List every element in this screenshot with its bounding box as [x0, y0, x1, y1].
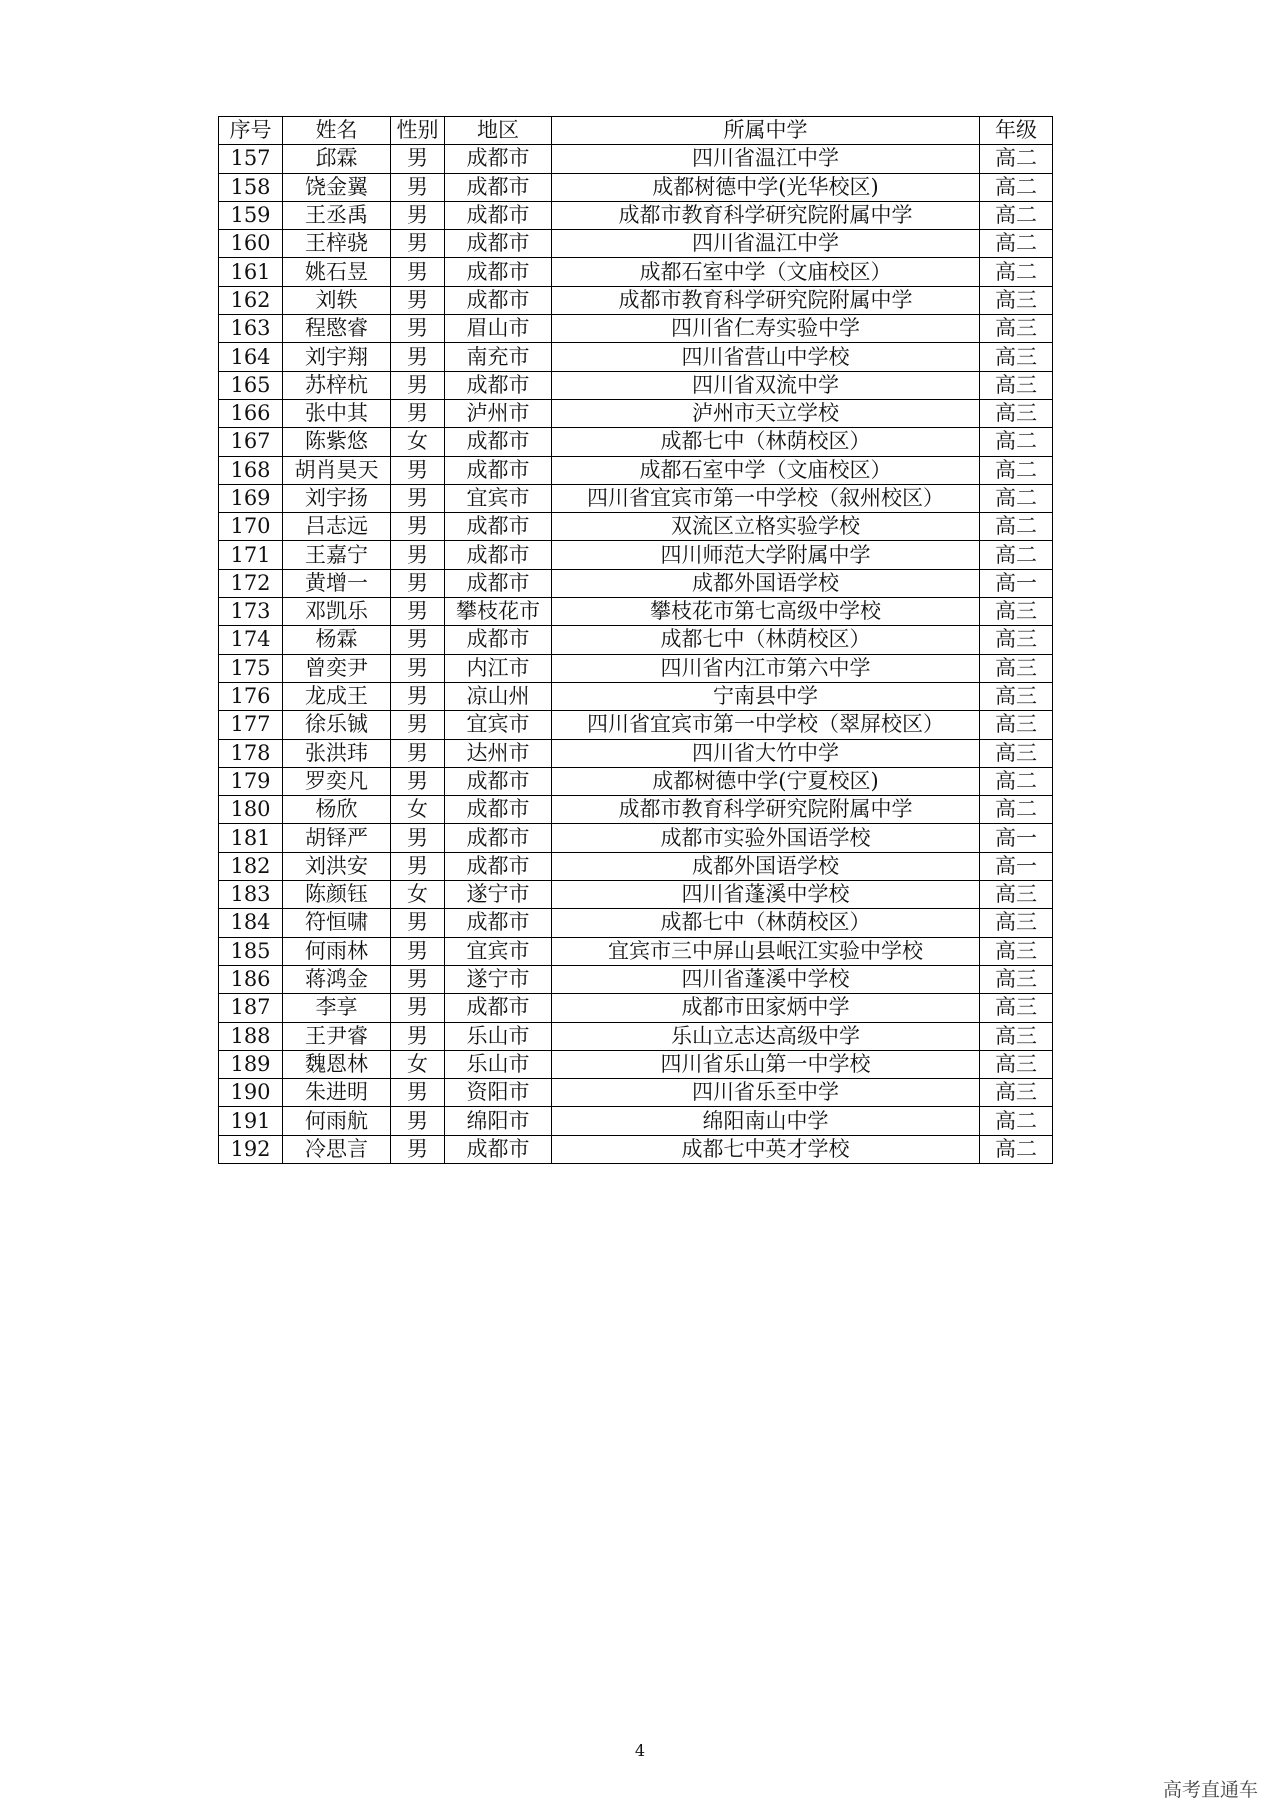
cell-grade: 高三 [980, 654, 1053, 682]
cell-grade: 高三 [980, 1050, 1053, 1078]
table-header [219, 117, 1053, 145]
cell-region: 资阳市 [445, 1079, 552, 1107]
table-row [219, 428, 1053, 456]
cell-gender: 女 [391, 1050, 445, 1078]
cell-grade: 高二 [980, 484, 1053, 512]
cell-name: 胡肖昊天 [283, 456, 391, 484]
cell-name: 王尹睿 [283, 1022, 391, 1050]
cell-school: 四川省温江中学 [552, 145, 980, 173]
cell-grade: 高二 [980, 145, 1053, 173]
cell-region: 成都市 [445, 201, 552, 229]
cell-grade: 高三 [980, 881, 1053, 909]
cell-name: 姚石昱 [283, 258, 391, 286]
cell-grade: 高一 [980, 824, 1053, 852]
cell-index: 185 [219, 937, 283, 965]
cell-school: 四川省双流中学 [552, 371, 980, 399]
cell-gender: 男 [391, 824, 445, 852]
cell-index: 163 [219, 315, 283, 343]
cell-region: 攀枝花市 [445, 598, 552, 626]
cell-name: 吕志远 [283, 513, 391, 541]
cell-region: 凉山州 [445, 682, 552, 710]
cell-grade: 高三 [980, 399, 1053, 427]
cell-grade: 高一 [980, 569, 1053, 597]
table-row [219, 399, 1053, 427]
cell-name: 王丞禹 [283, 201, 391, 229]
cell-school: 四川省宜宾市第一中学校（叙州校区） [552, 484, 980, 512]
cell-region: 宜宾市 [445, 484, 552, 512]
cell-index: 177 [219, 711, 283, 739]
col-header-name: 姓名 [283, 117, 391, 145]
cell-grade: 高三 [980, 965, 1053, 993]
cell-name: 刘宇翔 [283, 343, 391, 371]
table-row [219, 1050, 1053, 1078]
col-header-grade: 年级 [980, 117, 1053, 145]
cell-gender: 男 [391, 371, 445, 399]
cell-region: 泸州市 [445, 399, 552, 427]
cell-grade: 高二 [980, 1107, 1053, 1135]
cell-school: 成都七中（林荫校区） [552, 428, 980, 456]
cell-index: 168 [219, 456, 283, 484]
table-row [219, 541, 1053, 569]
cell-gender: 男 [391, 1135, 445, 1163]
cell-index: 179 [219, 767, 283, 795]
table-row [219, 909, 1053, 937]
cell-grade: 高三 [980, 343, 1053, 371]
cell-index: 190 [219, 1079, 283, 1107]
cell-index: 158 [219, 173, 283, 201]
cell-region: 成都市 [445, 824, 552, 852]
cell-school: 成都市教育科学研究院附属中学 [552, 201, 980, 229]
cell-gender: 男 [391, 852, 445, 880]
header-row [219, 117, 1053, 145]
cell-region: 乐山市 [445, 1050, 552, 1078]
cell-region: 内江市 [445, 654, 552, 682]
cell-grade: 高三 [980, 1079, 1053, 1107]
cell-school: 四川省仁寿实验中学 [552, 315, 980, 343]
table-row [219, 682, 1053, 710]
cell-region: 眉山市 [445, 315, 552, 343]
cell-grade: 高二 [980, 258, 1053, 286]
cell-name: 饶金翼 [283, 173, 391, 201]
cell-name: 朱进明 [283, 1079, 391, 1107]
col-header-index: 序号 [219, 117, 283, 145]
cell-school: 四川省乐至中学 [552, 1079, 980, 1107]
cell-grade: 高三 [980, 371, 1053, 399]
table-row [219, 626, 1053, 654]
cell-school: 攀枝花市第七高级中学校 [552, 598, 980, 626]
cell-index: 175 [219, 654, 283, 682]
cell-gender: 男 [391, 965, 445, 993]
table-row [219, 1107, 1053, 1135]
cell-gender: 女 [391, 881, 445, 909]
table-row [219, 711, 1053, 739]
cell-grade: 高二 [980, 428, 1053, 456]
col-header-region: 地区 [445, 117, 552, 145]
cell-name: 龙成王 [283, 682, 391, 710]
cell-index: 173 [219, 598, 283, 626]
cell-region: 成都市 [445, 456, 552, 484]
cell-grade: 高三 [980, 1022, 1053, 1050]
cell-grade: 高三 [980, 626, 1053, 654]
cell-gender: 女 [391, 796, 445, 824]
cell-name: 徐乐铖 [283, 711, 391, 739]
cell-index: 184 [219, 909, 283, 937]
cell-grade: 高二 [980, 796, 1053, 824]
cell-grade: 高三 [980, 682, 1053, 710]
cell-grade: 高三 [980, 937, 1053, 965]
table-row [219, 145, 1053, 173]
cell-name: 刘洪安 [283, 852, 391, 880]
cell-grade: 高二 [980, 767, 1053, 795]
table-row [219, 1079, 1053, 1107]
cell-region: 成都市 [445, 173, 552, 201]
cell-gender: 男 [391, 513, 445, 541]
cell-index: 180 [219, 796, 283, 824]
cell-school: 双流区立格实验学校 [552, 513, 980, 541]
cell-gender: 男 [391, 937, 445, 965]
table-row [219, 513, 1053, 541]
cell-school: 四川省宜宾市第一中学校（翠屏校区） [552, 711, 980, 739]
cell-school: 四川省乐山第一中学校 [552, 1050, 980, 1078]
cell-region: 绵阳市 [445, 1107, 552, 1135]
cell-name: 程愍睿 [283, 315, 391, 343]
table-row [219, 654, 1053, 682]
cell-index: 181 [219, 824, 283, 852]
cell-gender: 男 [391, 569, 445, 597]
cell-region: 成都市 [445, 994, 552, 1022]
cell-gender: 男 [391, 343, 445, 371]
cell-gender: 男 [391, 286, 445, 314]
cell-gender: 男 [391, 994, 445, 1022]
cell-gender: 男 [391, 767, 445, 795]
table-row [219, 173, 1053, 201]
cell-name: 黄增一 [283, 569, 391, 597]
table-row [219, 371, 1053, 399]
cell-index: 160 [219, 230, 283, 258]
watermark-text: 高考直通车 [1162, 1779, 1258, 1801]
cell-school: 四川省蓬溪中学校 [552, 965, 980, 993]
cell-index: 157 [219, 145, 283, 173]
cell-school: 成都树德中学(宁夏校区) [552, 767, 980, 795]
cell-region: 乐山市 [445, 1022, 552, 1050]
cell-name: 刘宇扬 [283, 484, 391, 512]
table-row [219, 286, 1053, 314]
cell-gender: 男 [391, 201, 445, 229]
cell-name: 冷思言 [283, 1135, 391, 1163]
cell-region: 成都市 [445, 767, 552, 795]
cell-grade: 高三 [980, 994, 1053, 1022]
cell-school: 成都七中（林荫校区） [552, 909, 980, 937]
cell-name: 杨霖 [283, 626, 391, 654]
cell-name: 符恒啸 [283, 909, 391, 937]
cell-name: 王梓骁 [283, 230, 391, 258]
cell-gender: 男 [391, 626, 445, 654]
cell-index: 191 [219, 1107, 283, 1135]
cell-grade: 高三 [980, 598, 1053, 626]
cell-gender: 男 [391, 1022, 445, 1050]
cell-grade: 高三 [980, 286, 1053, 314]
cell-index: 164 [219, 343, 283, 371]
cell-name: 陈颜钰 [283, 881, 391, 909]
cell-gender: 男 [391, 173, 445, 201]
cell-index: 178 [219, 739, 283, 767]
cell-school: 乐山立志达高级中学 [552, 1022, 980, 1050]
cell-region: 成都市 [445, 371, 552, 399]
cell-school: 成都石室中学（文庙校区） [552, 258, 980, 286]
table-row [219, 456, 1053, 484]
cell-region: 成都市 [445, 145, 552, 173]
cell-region: 成都市 [445, 796, 552, 824]
cell-gender: 男 [391, 682, 445, 710]
cell-index: 170 [219, 513, 283, 541]
table-row [219, 1022, 1053, 1050]
cell-grade: 高二 [980, 201, 1053, 229]
cell-region: 成都市 [445, 909, 552, 937]
cell-index: 165 [219, 371, 283, 399]
cell-school: 宁南县中学 [552, 682, 980, 710]
table-row [219, 965, 1053, 993]
table-row [219, 739, 1053, 767]
cell-gender: 男 [391, 1107, 445, 1135]
cell-grade: 高二 [980, 1135, 1053, 1163]
cell-school: 四川省大竹中学 [552, 739, 980, 767]
student-roster-table [218, 116, 1053, 1164]
cell-gender: 男 [391, 541, 445, 569]
cell-region: 成都市 [445, 569, 552, 597]
table-row [219, 258, 1053, 286]
cell-region: 成都市 [445, 428, 552, 456]
cell-name: 刘轶 [283, 286, 391, 314]
cell-name: 曾奕尹 [283, 654, 391, 682]
cell-index: 182 [219, 852, 283, 880]
table-row [219, 937, 1053, 965]
table-row [219, 852, 1053, 880]
cell-name: 邱霖 [283, 145, 391, 173]
cell-name: 陈紫悠 [283, 428, 391, 456]
table-row [219, 824, 1053, 852]
cell-region: 宜宾市 [445, 937, 552, 965]
cell-region: 成都市 [445, 230, 552, 258]
cell-name: 张洪玮 [283, 739, 391, 767]
table-row [219, 230, 1053, 258]
table-row [219, 598, 1053, 626]
cell-school: 绵阳南山中学 [552, 1107, 980, 1135]
cell-gender: 男 [391, 1079, 445, 1107]
cell-gender: 男 [391, 654, 445, 682]
cell-school: 成都七中（林荫校区） [552, 626, 980, 654]
cell-grade: 高二 [980, 173, 1053, 201]
cell-index: 167 [219, 428, 283, 456]
table-row [219, 1135, 1053, 1163]
cell-index: 171 [219, 541, 283, 569]
cell-grade: 高二 [980, 541, 1053, 569]
cell-gender: 女 [391, 428, 445, 456]
cell-index: 187 [219, 994, 283, 1022]
cell-index: 159 [219, 201, 283, 229]
col-header-gender: 性别 [391, 117, 445, 145]
cell-gender: 男 [391, 315, 445, 343]
cell-name: 罗奕凡 [283, 767, 391, 795]
cell-grade: 高三 [980, 909, 1053, 937]
cell-grade: 高二 [980, 513, 1053, 541]
cell-school: 成都树德中学(光华校区) [552, 173, 980, 201]
cell-region: 成都市 [445, 513, 552, 541]
table-row [219, 767, 1053, 795]
table-row [219, 315, 1053, 343]
cell-gender: 男 [391, 909, 445, 937]
cell-gender: 男 [391, 598, 445, 626]
table-row [219, 569, 1053, 597]
table-row [219, 994, 1053, 1022]
col-header-school: 所属中学 [552, 117, 980, 145]
cell-name: 何雨航 [283, 1107, 391, 1135]
cell-school: 成都石室中学（文庙校区） [552, 456, 980, 484]
cell-gender: 男 [391, 230, 445, 258]
cell-school: 成都市教育科学研究院附属中学 [552, 796, 980, 824]
cell-grade: 高二 [980, 456, 1053, 484]
cell-gender: 男 [391, 399, 445, 427]
cell-name: 胡铎严 [283, 824, 391, 852]
table-row [219, 796, 1053, 824]
cell-index: 186 [219, 965, 283, 993]
cell-gender: 男 [391, 484, 445, 512]
cell-school: 四川省蓬溪中学校 [552, 881, 980, 909]
cell-region: 成都市 [445, 626, 552, 654]
cell-index: 188 [219, 1022, 283, 1050]
cell-grade: 高三 [980, 711, 1053, 739]
page-number: 4 [634, 1741, 646, 1760]
cell-school: 成都七中英才学校 [552, 1135, 980, 1163]
cell-gender: 男 [391, 145, 445, 173]
cell-region: 遂宁市 [445, 965, 552, 993]
cell-name: 何雨林 [283, 937, 391, 965]
cell-grade: 高一 [980, 852, 1053, 880]
cell-school: 四川师范大学附属中学 [552, 541, 980, 569]
cell-index: 172 [219, 569, 283, 597]
cell-name: 邓凯乐 [283, 598, 391, 626]
cell-region: 南充市 [445, 343, 552, 371]
cell-school: 成都市田家炳中学 [552, 994, 980, 1022]
cell-name: 杨欣 [283, 796, 391, 824]
cell-grade: 高二 [980, 230, 1053, 258]
cell-name: 张中其 [283, 399, 391, 427]
cell-region: 达州市 [445, 739, 552, 767]
cell-region: 成都市 [445, 258, 552, 286]
table-row [219, 881, 1053, 909]
cell-name: 李享 [283, 994, 391, 1022]
cell-index: 166 [219, 399, 283, 427]
cell-school: 成都市实验外国语学校 [552, 824, 980, 852]
table-row [219, 484, 1053, 512]
cell-region: 成都市 [445, 541, 552, 569]
cell-index: 189 [219, 1050, 283, 1078]
cell-name: 苏梓杭 [283, 371, 391, 399]
table-body [219, 145, 1053, 1164]
cell-region: 宜宾市 [445, 711, 552, 739]
cell-school: 成都市教育科学研究院附属中学 [552, 286, 980, 314]
cell-name: 蒋鸿金 [283, 965, 391, 993]
cell-school: 宜宾市三中屏山县岷江实验中学校 [552, 937, 980, 965]
cell-gender: 男 [391, 456, 445, 484]
cell-region: 成都市 [445, 852, 552, 880]
cell-school: 四川省内江市第六中学 [552, 654, 980, 682]
cell-index: 161 [219, 258, 283, 286]
cell-gender: 男 [391, 258, 445, 286]
cell-region: 遂宁市 [445, 881, 552, 909]
cell-index: 162 [219, 286, 283, 314]
cell-school: 四川省温江中学 [552, 230, 980, 258]
cell-region: 成都市 [445, 286, 552, 314]
cell-name: 王嘉宁 [283, 541, 391, 569]
table-row [219, 201, 1053, 229]
cell-school: 成都外国语学校 [552, 852, 980, 880]
cell-index: 169 [219, 484, 283, 512]
table-row [219, 343, 1053, 371]
cell-school: 泸州市天立学校 [552, 399, 980, 427]
cell-index: 176 [219, 682, 283, 710]
cell-name: 魏恩林 [283, 1050, 391, 1078]
cell-grade: 高三 [980, 315, 1053, 343]
cell-gender: 男 [391, 739, 445, 767]
cell-school: 四川省营山中学校 [552, 343, 980, 371]
cell-index: 192 [219, 1135, 283, 1163]
cell-index: 174 [219, 626, 283, 654]
cell-region: 成都市 [445, 1135, 552, 1163]
cell-index: 183 [219, 881, 283, 909]
cell-grade: 高三 [980, 739, 1053, 767]
cell-school: 成都外国语学校 [552, 569, 980, 597]
cell-gender: 男 [391, 711, 445, 739]
